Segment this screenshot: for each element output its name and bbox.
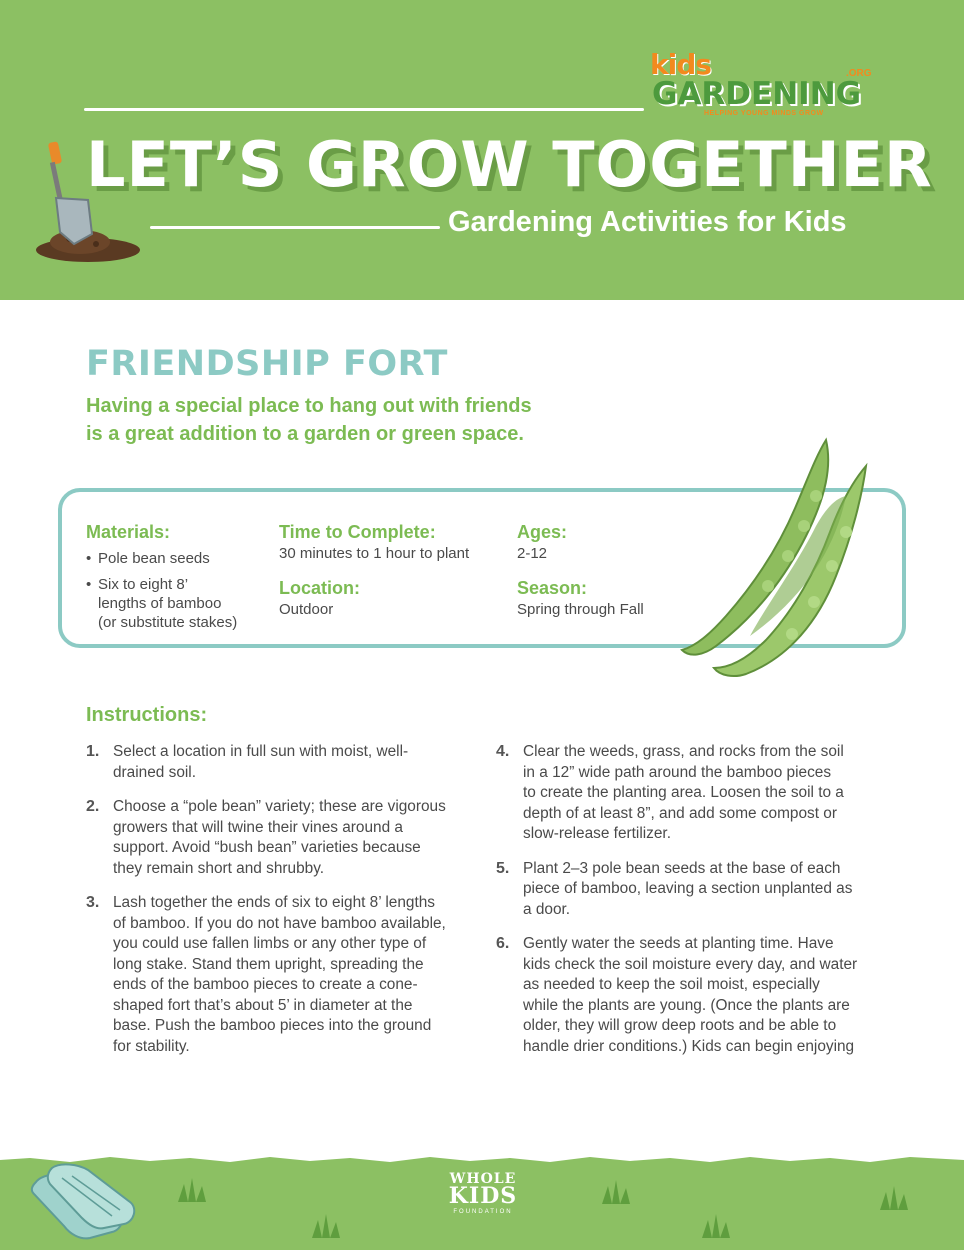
step-line: of bamboo. If you do not have bamboo available,	[113, 914, 446, 932]
activity-intro	[86, 392, 606, 448]
whole-kids-foundation-logo[interactable]	[448, 1172, 518, 1232]
step-line: Lash together the ends of six to eight 8’ lengths	[113, 894, 435, 911]
list-item	[86, 549, 237, 568]
bullet-icon: •	[86, 550, 92, 567]
step-line: Plant 2–3 pole bean seeds at the base of each	[523, 859, 841, 877]
step-line: Select a location in full sun with moist, well-	[113, 743, 409, 760]
materials-label: Materials:	[86, 522, 171, 542]
activity-title: FRIENDSHIP FORT	[86, 344, 448, 384]
step-line: as needed to keep the soil moist, especially	[523, 976, 820, 993]
season-value: Spring through Fall	[517, 601, 644, 618]
step-line: they remain short and shrubby.	[113, 859, 325, 877]
instructions-title: Instructions:	[86, 704, 208, 726]
step-line: ends of the bamboo pieces to create a cone-	[113, 976, 418, 993]
step-number: 4.	[496, 743, 510, 760]
header-rule-bottom	[150, 226, 440, 229]
step-line: support. Avoid “bush bean” varieties because	[113, 839, 421, 856]
step-line: kids check the soil moisture every day, and water	[523, 955, 858, 973]
step-line: you could use fallen limbs or any other type of	[113, 935, 427, 952]
material-text: (or substitute stakes)	[98, 614, 238, 631]
time-value: 30 minutes to 1 hour to plant	[279, 545, 470, 562]
kids-gardening-logo[interactable]	[650, 48, 880, 118]
location-value: Outdoor	[279, 601, 334, 618]
instruction-step	[86, 797, 476, 879]
step-line: long stake. Stand them upright, spreading the	[113, 955, 424, 973]
step-line: Clear the weeds, grass, and rocks from the soil	[523, 743, 844, 760]
list-item	[86, 575, 237, 632]
season-label: Season:	[517, 578, 588, 598]
step-number: 2.	[86, 798, 100, 815]
step-line: base. Push the bamboo pieces into the ground	[113, 1017, 432, 1034]
grass-tuft-icon	[878, 1184, 912, 1210]
instruction-step	[496, 859, 896, 921]
instruction-step	[86, 893, 476, 1057]
step-line: while the plants are young. (Once the plants are	[523, 996, 850, 1014]
sponsor-line: KIDS	[448, 1183, 518, 1209]
step-line: depth of at least 8”, and add some compost or	[523, 804, 837, 822]
intro-line: is a great addition to a garden or green space.	[86, 423, 524, 445]
ages-label: Ages:	[517, 522, 568, 542]
grass-tuft-icon	[176, 1176, 210, 1202]
step-line: Choose a “pole bean” variety; these are vigorous	[113, 798, 446, 815]
step-number: 3.	[86, 894, 100, 911]
step-line: slow-release fertilizer.	[523, 825, 671, 842]
season-section	[517, 578, 644, 619]
materials-list	[86, 549, 237, 632]
step-line: growers that will twine their vines around a	[113, 818, 403, 836]
step-line: Gently water the seeds at planting time. Have	[523, 935, 834, 952]
location-label: Location:	[279, 578, 360, 598]
instructions-list-right	[496, 742, 896, 1071]
step-line: a door.	[523, 900, 571, 918]
step-line: shaped fort that’s about 5’ in diameter at the	[113, 996, 413, 1014]
step-number: 6.	[496, 935, 510, 952]
logo-tagline: HELPING YOUNG MINDS GROW	[704, 110, 824, 117]
page-title: LET’S GROW TOGETHER	[86, 128, 933, 201]
step-line: drained soil.	[113, 763, 196, 781]
ages-section	[517, 522, 567, 563]
grass-tuft-icon	[600, 1178, 634, 1204]
sponsor-line: FOUNDATION	[453, 1209, 513, 1215]
gardening-gloves-icon	[22, 1158, 142, 1244]
grass-tuft-icon	[310, 1212, 344, 1238]
shovel-icon	[30, 138, 150, 268]
logo-gardening-text: GARDENING	[652, 76, 862, 112]
instruction-step	[496, 934, 896, 1057]
logo-org-text: .ORG	[846, 68, 872, 79]
header-torn-edge	[0, 282, 964, 308]
step-number: 1.	[86, 743, 100, 760]
logo-kids-text: kids	[650, 48, 711, 81]
step-line: handle drier conditions.) Kids can begin enjoying	[523, 1037, 855, 1055]
header-rule-top	[84, 108, 644, 111]
instruction-step	[496, 742, 896, 845]
step-line: for stability.	[113, 1037, 190, 1055]
time-section	[279, 522, 469, 563]
step-line: older, they will grow deep roots and be able to	[523, 1017, 837, 1034]
material-text: Six to eight 8’	[98, 576, 189, 593]
material-text: Pole bean seeds	[98, 550, 210, 567]
ages-value: 2-12	[517, 545, 548, 562]
step-line: in a 12” wide path around the bamboo pieces	[523, 763, 832, 781]
location-section	[279, 578, 360, 619]
page-subtitle: Gardening Activities for Kids	[448, 206, 847, 238]
time-label: Time to Complete:	[279, 522, 436, 542]
sponsor-line: WHOLE	[449, 1171, 517, 1187]
green-beans-illustration	[676, 436, 876, 686]
instructions-list-left	[86, 742, 476, 1071]
step-number: 5.	[496, 859, 510, 877]
step-line: to create the planting area. Loosen the soil to a	[523, 784, 844, 801]
step-line: piece of bamboo, leaving a section unplanted as	[523, 880, 853, 897]
bullet-icon: •	[86, 576, 92, 593]
material-text: lengths of bamboo	[98, 595, 222, 612]
grass-tuft-icon	[700, 1212, 734, 1238]
intro-line: Having a special place to hang out with friends	[86, 395, 532, 417]
instruction-step	[86, 742, 476, 783]
materials-section	[86, 522, 237, 639]
